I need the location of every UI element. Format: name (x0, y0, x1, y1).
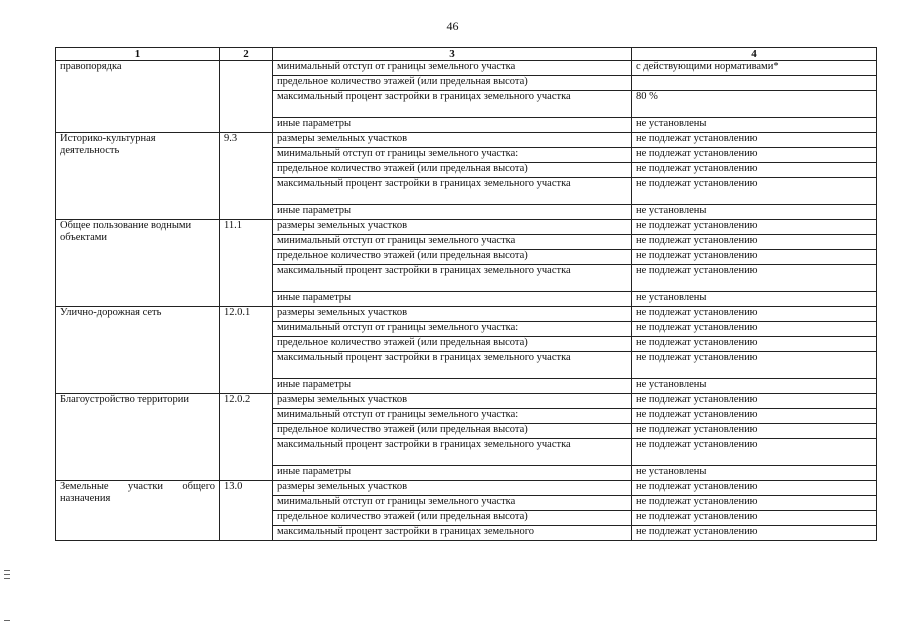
value-cell: не подлежат установлению (632, 337, 877, 352)
value-cell: не подлежат установлению (632, 235, 877, 250)
parameter-cell: предельное количество этажей (или предельная высота) (273, 511, 632, 526)
margin-mark (4, 574, 10, 575)
parameter-cell: минимальный отступ от границы земельного участка (273, 61, 632, 76)
value-cell: не подлежат установлению (632, 265, 877, 292)
table-row (56, 220, 877, 235)
use-type-code (220, 61, 273, 133)
parameter-cell: предельное количество этажей (или предельная высота) (273, 163, 632, 178)
use-type-code: 12.0.1 (220, 307, 273, 394)
value-cell: 80 % (632, 91, 877, 118)
use-type-name: Благоустройство территории (56, 394, 220, 481)
parameter-cell: размеры земельных участков (273, 481, 632, 496)
table-row (56, 61, 877, 76)
parameter-cell: максимальный процент застройки в границах земельного участка (273, 91, 632, 118)
table-row (56, 133, 877, 148)
parameter-cell: максимальный процент застройки в границах земельного (273, 526, 632, 541)
value-cell (632, 76, 877, 91)
value-cell: не установлены (632, 292, 877, 307)
parameter-cell: размеры земельных участков (273, 220, 632, 235)
parameter-cell: предельное количество этажей (или предельная высота) (273, 250, 632, 265)
page-number: 46 (446, 19, 459, 33)
regulations-table (55, 47, 877, 541)
value-cell: не подлежат установлению (632, 511, 877, 526)
use-type-name: Историко-культурная деятельность (56, 133, 220, 220)
value-cell: не подлежат установлению (632, 394, 877, 409)
value-cell: не подлежат установлению (632, 439, 877, 466)
parameter-cell: минимальный отступ от границы земельного участка (273, 496, 632, 511)
value-cell: не установлены (632, 466, 877, 481)
margin-mark (4, 620, 10, 621)
use-type-code: 13.0 (220, 481, 273, 541)
column-header: 1 (56, 48, 220, 61)
use-type-name: правопорядка (56, 61, 220, 133)
parameter-cell: иные параметры (273, 466, 632, 481)
parameter-cell: иные параметры (273, 118, 632, 133)
parameter-cell: предельное количество этажей (или предельная высота) (273, 424, 632, 439)
value-cell: не подлежат установлению (632, 526, 877, 541)
table-row (56, 394, 877, 409)
use-type-code: 9.3 (220, 133, 273, 220)
use-type-code: 12.0.2 (220, 394, 273, 481)
value-cell: не подлежат установлению (632, 163, 877, 178)
header-row (56, 48, 877, 61)
parameter-cell: максимальный процент застройки в границах земельного участка (273, 178, 632, 205)
parameter-cell: размеры земельных участков (273, 394, 632, 409)
value-cell: не подлежат установлению (632, 307, 877, 322)
value-cell: не установлены (632, 379, 877, 394)
parameter-cell: минимальный отступ от границы земельного участка: (273, 409, 632, 424)
value-cell: не установлены (632, 205, 877, 220)
table-row (56, 481, 877, 496)
value-cell: не подлежат установлению (632, 220, 877, 235)
value-cell: не подлежат установлению (632, 424, 877, 439)
parameter-cell: минимальный отступ от границы земельного участка: (273, 148, 632, 163)
use-type-name: Общее пользование водными объектами (56, 220, 220, 307)
table-body (56, 61, 877, 541)
use-type-name: Улично-дорожная сеть (56, 307, 220, 394)
value-cell: не подлежат установлению (632, 481, 877, 496)
table-row (56, 307, 877, 322)
value-cell: с действующими нормативами* (632, 61, 877, 76)
value-cell: не подлежат установлению (632, 133, 877, 148)
column-header: 2 (220, 48, 273, 61)
parameter-cell: максимальный процент застройки в границах земельного участка (273, 352, 632, 379)
parameter-cell: минимальный отступ от границы земельного участка (273, 235, 632, 250)
parameter-cell: размеры земельных участков (273, 133, 632, 148)
parameter-cell: иные параметры (273, 379, 632, 394)
value-cell: не подлежат установлению (632, 409, 877, 424)
value-cell: не подлежат установлению (632, 178, 877, 205)
parameter-cell: размеры земельных участков (273, 307, 632, 322)
parameter-cell: предельное количество этажей (или предельная высота) (273, 337, 632, 352)
margin-mark (4, 570, 10, 571)
parameter-cell: максимальный процент застройки в границах земельного участка (273, 439, 632, 466)
value-cell: не подлежат установлению (632, 250, 877, 265)
use-type-name: Земельные участки общего назначения (56, 481, 220, 541)
parameter-cell: иные параметры (273, 292, 632, 307)
value-cell: не подлежат установлению (632, 322, 877, 337)
parameter-cell: иные параметры (273, 205, 632, 220)
parameter-cell: предельное количество этажей (или предельная высота) (273, 76, 632, 91)
value-cell: не подлежат установлению (632, 148, 877, 163)
column-header: 4 (632, 48, 877, 61)
value-cell: не подлежат установлению (632, 352, 877, 379)
parameter-cell: минимальный отступ от границы земельного участка: (273, 322, 632, 337)
use-type-code: 11.1 (220, 220, 273, 307)
value-cell: не подлежат установлению (632, 496, 877, 511)
margin-mark (4, 578, 10, 579)
value-cell: не установлены (632, 118, 877, 133)
column-header: 3 (273, 48, 632, 61)
parameter-cell: максимальный процент застройки в границах земельного участка (273, 265, 632, 292)
